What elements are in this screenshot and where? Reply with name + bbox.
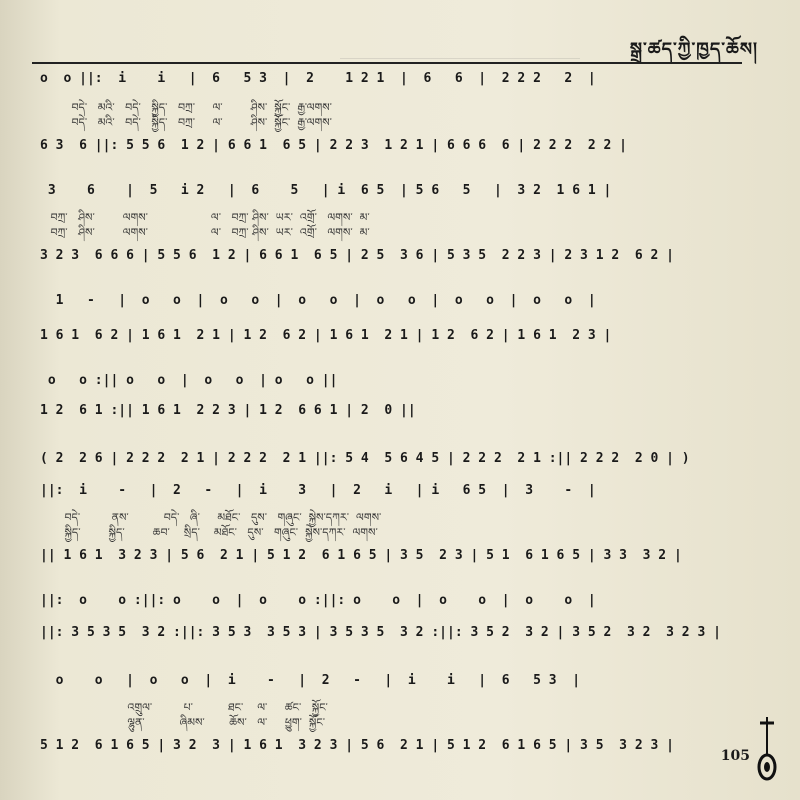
violin-ornament-icon [756,715,778,785]
notation-line: 3 6 | 5 i 2 | 6 5 | i 6 5 | 5 6 5 | 3 2 1 6 1 | [40,183,612,198]
lyric-line: བདེ་ མའི་ བདེ་ སྐྱིད་ བཀྲ་ ལ་ ཤིས་ སྐྱོང་ རྒྱ་ལགས་ [40,101,332,114]
lyric-line: བཀྲ་ ཤིས་ ལགས་ ལ་ བཀྲ་ ཤིས་ ཡར་ འགྲོ་ ལགས་ མ་ [40,211,370,224]
notation-line: ||: 3 5 3 5 3 2 :||: 3 5 3 3 5 3 | 3 5 3 5 3 2 :||: 3 5 2 3 2 | 3 5 2 3 2 3 2 3 | [40,625,721,640]
notation-line: 1 2 6 1 :|| 1 6 1 2 2 3 | 1 2 6 6 1 | 2 0 || [40,403,416,418]
lyric-line: འགྲུལ་ པ་ ཐང་ ལ་ ཚང་ སྐྱོང་ [40,701,328,714]
notation-line: o o :|| o o | o o | o o || [40,373,338,388]
lyric-line: བདེ་ ནས་ བདེ་ ཞི་ མཐོང་ དུས་ གཞུང་ སྐྱེས་དཀར་ ལགས་ [40,511,382,524]
lyric-line: སྐྱིད་ སྐྱིད་ ཆབ་ སྲིད་ མཐོང་ དུས་ གཞུང་ སྐྱེས་དཀར་ ལགས་ [40,526,378,539]
notation-line: || 1 6 1 3 2 3 | 5 6 2 1 | 5 1 2 6 1 6 5 | 3 5 2 3 | 5 1 6 1 6 5 | 3 3 3 2 | [40,548,682,563]
notation-line: 6 3 6 ||: 5 5 6 1 2 | 6 6 1 6 5 | 2 2 3 1 2 1 | 6 6 6 6 | 2 2 2 2 2 | [40,138,627,153]
page-header-title: སྒྲ་ཚད་ཀྱི་ཁྱད་ཆོས། [629,39,758,60]
bleed-through-ornament [340,18,580,59]
notation-line: ||: i - | 2 - | i 3 | 2 i | i 6 5 | 3 - | [40,483,596,498]
lyric-line: ལྷུན་ ཞིམས་ ཆོས་ ལ་ ཕྱུག་ སྐྱོང་ [40,716,326,729]
page-number: 105 [720,748,750,764]
header-rule [32,62,742,64]
notation-line: 3 2 3 6 6 6 | 5 5 6 1 2 | 6 6 1 6 5 | 2 5 3 6 | 5 3 5 2 2 3 | 2 3 1 2 6 2 | [40,248,674,263]
notation-line: ||: o o :||: o o | o o :||: o o | o o | o o | [40,593,596,608]
notation-line: ( 2 2 6 | 2 2 2 2 1 | 2 2 2 2 1 ||: 5 4 5 6 4 5 | 2 2 2 2 1 :|| 2 2 2 2 0 | ) [40,451,690,466]
lyric-line: བཀྲ་ ཤིས་ ལགས་ ལ་ བཀྲ་ ཤིས་ ཡར་ འགྲོ་ ལགས་ མ་ [40,226,370,239]
notation-line: 1 - | o o | o o | o o | o o | o o | o o | [40,293,596,308]
notation-line: o o ||: i i | 6 5 3 | 2 1 2 1 | 6 6 | 2 2 2 2 | [40,71,596,86]
lyric-line: བདེ་ མའི་ བདེ་ སྐྱིད་ བཀྲ་ ལ་ ཤིས་ སྐྱོང་ རྒྱ་ལགས་ [40,116,332,129]
notation-line: o o | o o | i - | 2 - | i i | 6 5 3 | [40,673,581,688]
notation-line: 5 1 2 6 1 6 5 | 3 2 3 | 1 6 1 3 2 3 | 5 6 2 1 | 5 1 2 6 1 6 5 | 3 5 3 2 3 | [40,738,674,753]
notation-line: 1 6 1 6 2 | 1 6 1 2 1 | 1 2 6 2 | 1 6 1 2 1 | 1 2 6 2 | 1 6 1 2 3 | [40,328,612,343]
